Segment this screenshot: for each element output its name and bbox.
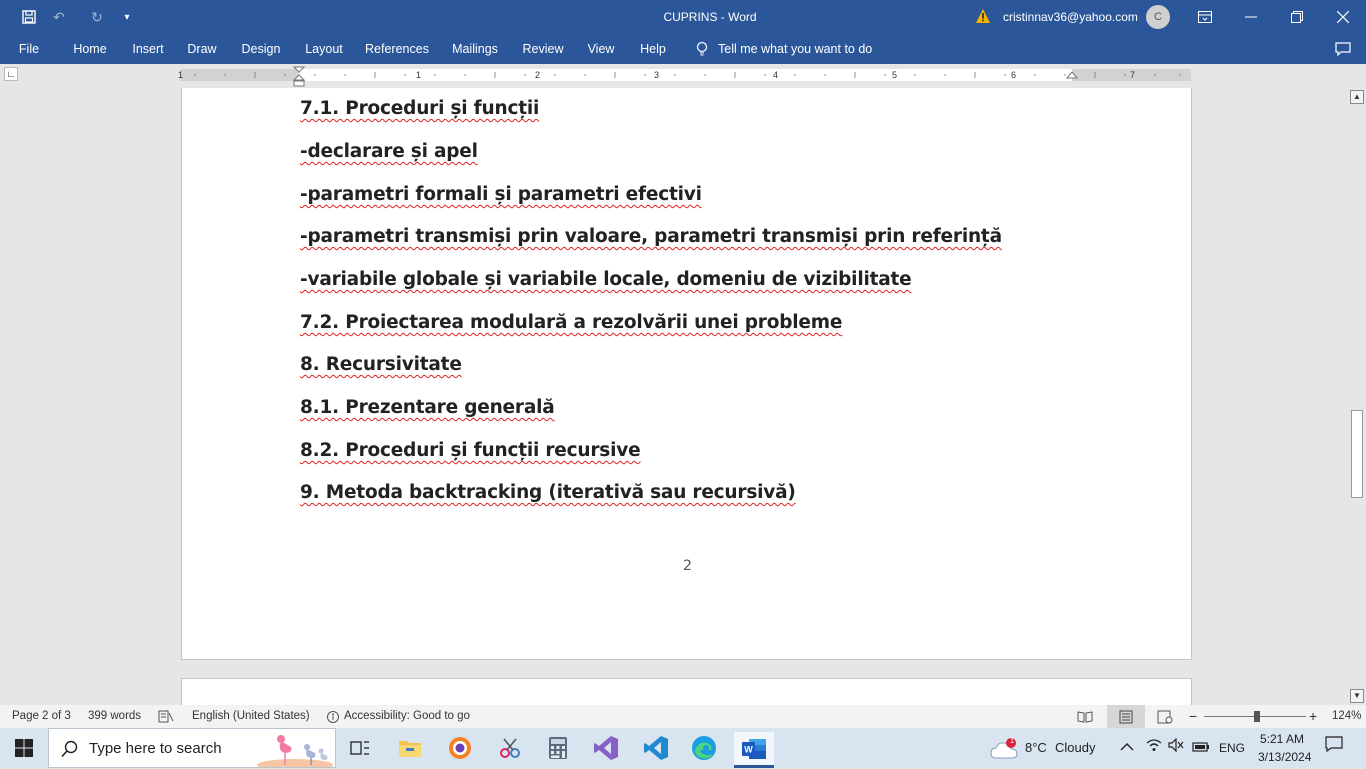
web-layout-icon[interactable] <box>1157 705 1173 728</box>
page-count[interactable]: Page 2 of 3 <box>12 710 71 722</box>
zoom-in-icon[interactable]: + <box>1309 708 1318 724</box>
status-bar <box>0 705 1366 728</box>
ribbon-tabs <box>0 34 1366 64</box>
battery-icon[interactable] <box>1192 728 1210 768</box>
notifications-icon[interactable] <box>1325 728 1343 768</box>
clock-date: 3/13/2024 <box>1258 750 1312 764</box>
ruler-number: 7 <box>1130 70 1136 80</box>
doc-line[interactable]: 8.1. Prezentare generală <box>300 397 555 418</box>
undo-icon[interactable]: ↶ <box>53 8 65 25</box>
redo-icon[interactable]: ↻ <box>91 8 103 25</box>
window-title: CUPRINS - Word <box>663 10 757 24</box>
ruler-number: 4 <box>773 70 779 80</box>
ruler-number: 1 <box>416 70 422 80</box>
next-page[interactable] <box>181 678 1192 705</box>
vertical-scrollbar[interactable] <box>1348 88 1366 705</box>
tell-me-search[interactable]: Tell me what you want to do <box>718 42 873 56</box>
zoom-level[interactable]: 124% <box>1332 710 1362 722</box>
speaker-muted-icon[interactable] <box>1168 728 1184 768</box>
tab-help[interactable]: Help <box>640 42 666 56</box>
tab-layout[interactable]: Layout <box>305 42 343 56</box>
weather-badge: 1 <box>1009 736 1015 745</box>
tab-review[interactable]: Review <box>522 42 564 56</box>
tab-selector-icon[interactable]: ∟ <box>4 67 18 81</box>
clock-time: 5:21 AM <box>1259 732 1305 746</box>
lightbulb-icon[interactable] <box>694 34 710 64</box>
accessibility-status[interactable]: Accessibility: Good to go <box>344 710 470 722</box>
task-view-icon[interactable] <box>340 732 380 764</box>
doc-line[interactable]: -parametri formali și parametri efectivi <box>300 184 702 205</box>
file-explorer-icon[interactable] <box>390 732 430 764</box>
indent-markers[interactable] <box>293 66 305 88</box>
weather-temp[interactable]: 8°C <box>1025 740 1047 755</box>
doc-line[interactable]: -variabile globale și variabile locale, domeniu de vizibilitate <box>300 269 912 290</box>
tab-home[interactable]: Home <box>73 42 107 56</box>
doc-line[interactable]: -parametri transmiși prin valoare, parametri transmiși prin referință <box>300 226 1002 247</box>
weather-desc[interactable]: Cloudy <box>1055 740 1096 755</box>
close-icon[interactable] <box>1320 0 1366 34</box>
tab-view[interactable]: View <box>587 42 615 56</box>
scroll-down-icon[interactable]: ▼ <box>1350 689 1364 703</box>
page-number: 2 <box>683 558 692 574</box>
taskbar-search[interactable] <box>48 728 336 768</box>
doc-line[interactable]: 7.2. Proiectarea modulară a rezolvării unei probleme <box>300 312 843 333</box>
zoom-out-icon[interactable]: − <box>1189 708 1198 724</box>
language[interactable]: English (United States) <box>192 710 310 722</box>
wifi-icon[interactable] <box>1146 728 1162 768</box>
document-canvas[interactable] <box>0 88 1348 705</box>
clock[interactable] <box>1258 730 1312 766</box>
doc-line[interactable]: -declarare și apel <box>300 141 478 162</box>
tab-insert[interactable]: Insert <box>132 42 164 56</box>
scroll-thumb[interactable] <box>1351 410 1363 498</box>
tab-file[interactable]: File <box>18 42 40 56</box>
proofing-icon[interactable] <box>158 705 174 728</box>
horizontal-ruler[interactable] <box>0 64 1366 88</box>
tab-draw[interactable]: Draw <box>187 42 217 56</box>
taskbar <box>0 728 1366 768</box>
ruler-number: 3 <box>654 70 660 80</box>
vscode-icon[interactable] <box>636 732 676 764</box>
ruler-number: 5 <box>892 70 898 80</box>
windows-start-icon[interactable] <box>4 732 44 764</box>
ruler-number: 2 <box>535 70 541 80</box>
ribbon-display-options-icon[interactable] <box>1182 0 1228 34</box>
doc-line[interactable]: 7.1. Proceduri și funcții <box>300 98 540 119</box>
customize-quick-access-icon[interactable]: ▾ <box>124 11 130 23</box>
tab-references[interactable]: References <box>365 42 429 56</box>
calculator-icon[interactable] <box>538 732 578 764</box>
word-count[interactable]: 399 words <box>88 710 142 722</box>
scroll-up-icon[interactable]: ▲ <box>1350 90 1364 104</box>
comments-icon[interactable] <box>1332 34 1354 64</box>
doc-line[interactable]: 9. Metoda backtracking (iterativă sau recursivă) <box>300 482 796 503</box>
visual-studio-icon[interactable] <box>586 732 626 764</box>
browser-icon[interactable] <box>440 732 480 764</box>
snipping-tool-icon[interactable] <box>490 732 530 764</box>
search-icon <box>61 740 79 758</box>
ruler-number: 6 <box>1011 70 1017 80</box>
chevron-up-icon[interactable] <box>1120 728 1134 768</box>
right-indent-marker[interactable] <box>1066 71 1078 81</box>
accessibility-icon[interactable] <box>326 705 340 728</box>
restore-icon[interactable] <box>1274 0 1320 34</box>
print-layout-icon[interactable] <box>1107 705 1145 728</box>
page[interactable] <box>181 88 1192 660</box>
flamingo-illustration-icon <box>257 731 335 767</box>
user-email[interactable]: cristinnav36@yahoo.com <box>1003 10 1138 24</box>
avatar[interactable]: C <box>1146 5 1170 29</box>
tab-design[interactable]: Design <box>241 42 281 56</box>
svg-text:W: W <box>744 744 753 754</box>
read-mode-icon[interactable] <box>1077 705 1093 728</box>
search-placeholder: Type here to search <box>89 740 222 757</box>
tab-mailings[interactable]: Mailings <box>452 42 498 56</box>
zoom-slider[interactable] <box>1204 705 1306 728</box>
doc-line[interactable]: 8.2. Proceduri și funcții recursive <box>300 440 641 461</box>
title-bar <box>0 0 1366 34</box>
edge-icon[interactable] <box>684 732 724 764</box>
warning-icon[interactable] <box>975 8 991 24</box>
input-language[interactable]: ENG <box>1219 741 1246 755</box>
doc-line[interactable]: 8. Recursivitate <box>300 354 462 375</box>
save-icon[interactable] <box>14 0 44 34</box>
word-app-icon[interactable] <box>734 732 774 768</box>
ruler-number: 1 <box>178 70 184 80</box>
minimize-icon[interactable] <box>1228 0 1274 34</box>
